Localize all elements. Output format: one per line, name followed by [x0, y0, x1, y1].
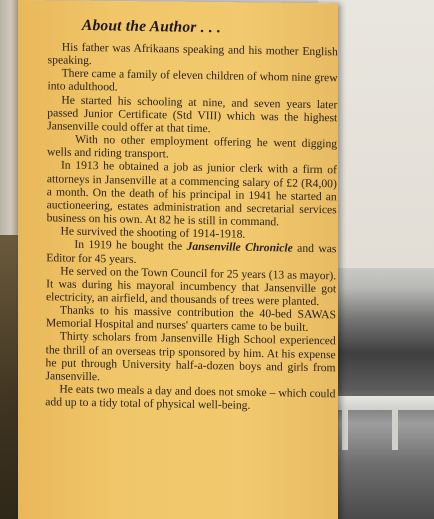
paragraph: With no other employment offering he went digging wells and riding transport.	[47, 132, 338, 161]
photo-pillar	[392, 410, 398, 450]
paragraph: There came a family of eleven children of whom nine grew into adulthood.	[47, 66, 338, 95]
photo-pillar	[342, 410, 348, 450]
paragraph: In 1913 he obtained a job as junior clerk with a firm of attorneys in Jansenville at a commencing salary of £2 (R4,00) a month. On the death of his principal in 1941 he started an auctioneering, estates administration and secretarial services business on his own. At 82 he is still in command.	[46, 158, 337, 229]
background-shadow	[0, 235, 18, 519]
paragraph: He survived the shooting of 1914-1918.	[60, 224, 246, 241]
background-left-edge	[0, 0, 18, 519]
about-author-section	[45, 16, 338, 413]
paragraph-text: and was Editor for 45 years.	[46, 241, 337, 266]
paragraph: He eats two meals a day and does not smoke – which could add up to a tidy total of physical well-being.	[45, 382, 336, 413]
paragraph: Thanks to his massive contribution the 40-bed SAWAS Memorial Hospital and nurses' quarters came to be built.	[45, 303, 336, 335]
paragraph: He served on the Town Council for 25 years (13 as mayor). It was during his mayoral incumbency that Jansenville got electricity, an airfield, and thousands of trees were planted.	[45, 264, 337, 309]
booklet-page	[18, 0, 338, 519]
paragraph: Thirty scholars from Jansenville High School experienced the thrill of an overseas trip sponsored by him. At his expense he put through University half-a-dozen boys and girls from Jansenville.	[45, 329, 336, 384]
paragraph: His father was Afrikaans speaking and his mother English speaking.	[47, 40, 338, 68]
paragraph-text: In 1919 he bought the	[74, 238, 187, 254]
paragraph: He started his schooling at nine, and seven years later passed Junior Certificate (Std VIII) which was the highest Jansenville could offer at that time.	[47, 93, 338, 136]
photo-bridge	[330, 396, 434, 410]
section-heading: About the Author . . .	[81, 16, 222, 37]
background-photograph	[330, 268, 434, 519]
newspaper-title: Jansenville Chronicle	[186, 240, 293, 255]
